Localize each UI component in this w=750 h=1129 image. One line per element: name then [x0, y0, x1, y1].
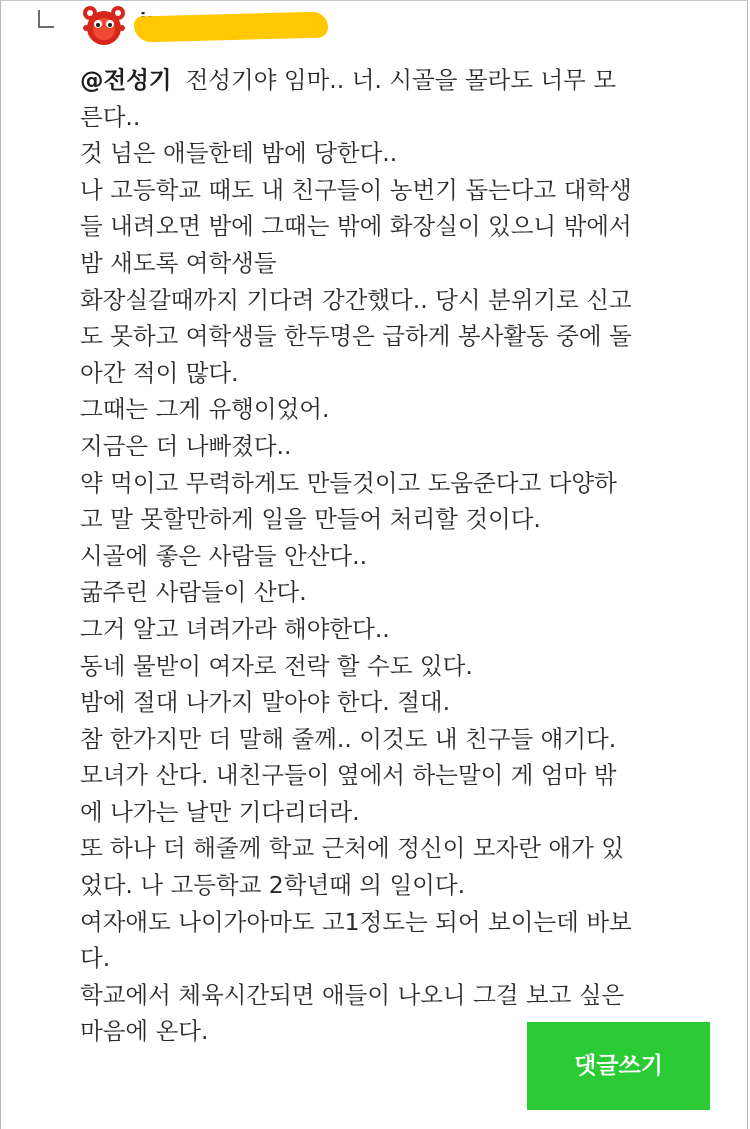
comment-line: 여자애도 나이가아마도 고1정도는 되어 보이는데 바보	[80, 907, 632, 936]
comment-line: 에 나가는 날만 기다리더라.	[80, 797, 360, 826]
comment-line: 또 하나 더 해줄께 학교 근처에 정신이 모자란 애가 있	[80, 834, 624, 863]
comment-line: 고 말 못할만하게 일을 만들어 처리할 것이다.	[80, 505, 541, 534]
comment-line: 화장실갈때까지 기다려 강간했다.. 당시 분위기로 신고	[80, 285, 632, 314]
comment-line: 들 내려오면 밤에 그때는 밖에 화장실이 있으니 밖에서	[80, 212, 632, 241]
comment-line: 지금은 더 나빠졌다..	[80, 431, 292, 460]
comment-line: 약 먹이고 무력하게도 만들것이고 도움준다고 다양하	[80, 468, 617, 497]
comment-line	[80, 62, 720, 99]
author-name[interactable]	[134, 6, 334, 40]
write-comment-label: 댓글쓰기	[574, 1053, 663, 1079]
comment-line: 그거 알고 녀려가라 해야한다..	[80, 614, 390, 643]
comment-line: 동네 물받이 여자로 전락 할 수도 있다.	[80, 651, 473, 680]
avatar[interactable]	[80, 4, 128, 48]
comment-body	[80, 62, 720, 1050]
comment-line: 참 한가지만 더 말해 줄께.. 이것도 내 친구들 얘기다.	[80, 724, 617, 753]
comment-line-text: 전성기야 임마.. 너. 시골을 몰라도 너무 모	[185, 66, 617, 94]
comment-line: 도 못하고 여학생들 한두명은 급하게 봉사활동 중에 돌	[80, 322, 632, 351]
comment-line: 나 고등학교 때도 내 친구들이 농번기 돕는다고 대학생	[80, 175, 632, 204]
reply-arrow-icon	[38, 10, 54, 28]
comment-line: 시골에 좋은 사람들 안산다..	[80, 541, 368, 570]
comment-line: 굶주린 사람들이 산다.	[80, 578, 307, 607]
comment-line: 밤 새도록 여학생들	[80, 248, 277, 277]
comment-line: 다.	[80, 944, 111, 973]
comment-line: 학교에서 체육시간되면 애들이 나오니 그걸 보고 싶은	[80, 980, 625, 1009]
comment-line: 그때는 그게 유행이었어.	[80, 395, 330, 424]
comment-line: 른다..	[80, 102, 141, 131]
comment-line: 었다. 나 고등학교 2학년때 의 일이다.	[80, 871, 466, 900]
comment-line: 모녀가 산다. 내친구들이 옆에서 하는말이 게 엄마 밖	[80, 761, 617, 790]
comment-line: 아간 적이 많다.	[80, 358, 239, 387]
write-comment-button[interactable]	[527, 1022, 710, 1110]
mention-link[interactable]: @전성기	[80, 66, 172, 94]
redaction-mark	[134, 11, 329, 42]
comment-line: 밤에 절대 나가지 말아야 한다. 절대.	[80, 688, 451, 717]
comment-line: 마음에 온다.	[80, 1017, 209, 1046]
comment-line: 것 넘은 애들한테 밤에 당한다..	[80, 139, 398, 168]
